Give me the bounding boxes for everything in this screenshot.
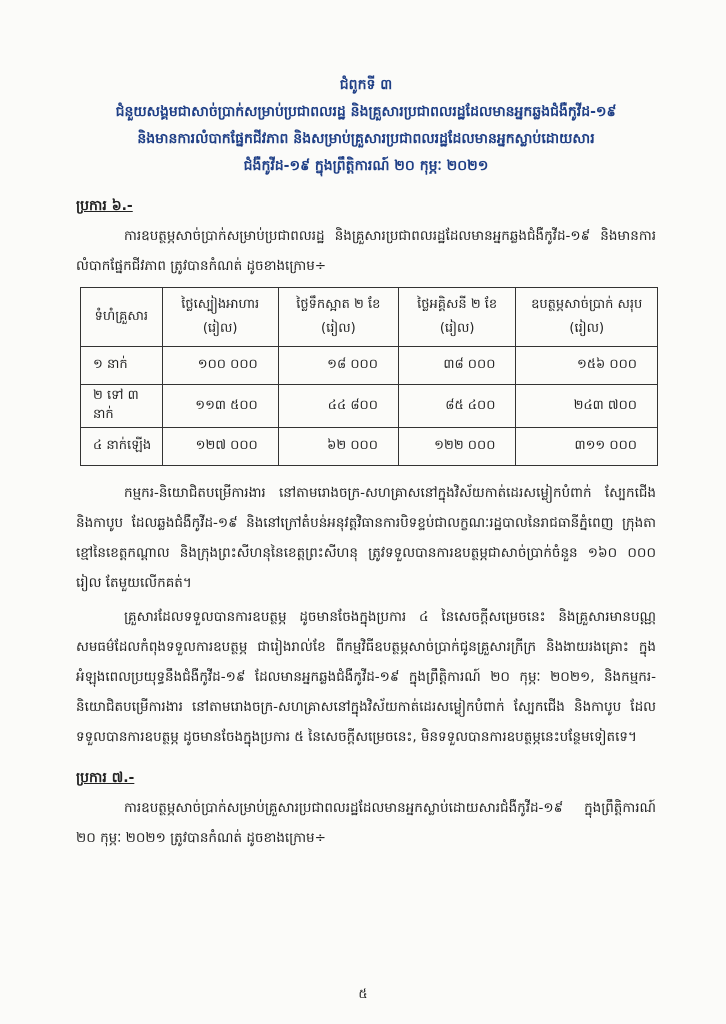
- article-6-title: ប្រការ ៦.-: [76, 198, 133, 214]
- table-cell: ១២២ ០០០: [398, 428, 515, 466]
- table-cell: ៤ នាក់ឡើង: [81, 428, 163, 466]
- chapter-title-line-1: ជំនួយសង្គមជាសាច់ប្រាក់សម្រាប់ប្រជាពលរដ្ឋ និងគ្រួសារប្រជាពលរដ្ឋដែលមានអ្នកឆ្លងជំងឺកូវីដ-១៩: [115, 104, 617, 120]
- table-row: [81, 385, 658, 428]
- table-cell: ៨៥ ៤០០: [398, 385, 515, 428]
- article-6-paragraph-2: កម្មករ-និយោជិតបម្រើការងារ នៅតាមរោងចក្រ-សហគ្រាសនៅក្នុងវិស័យកាត់ដេរសម្លៀកបំពាក់ ស្បែកជើង និងកាបូប ដែលឆ្លងជំងឺកូវីដ-១៩ និងនៅក្រៅតំបន់អនុវត្តវិធានការបិទខ្ទប់ជាលក្ខណៈរដ្ឋបាលនៃរាជធានីភ្នំពេញ ក្រុងតាខ្មៅនៃខេត្តកណ្ដាល និងក្រុងព្រះសីហនុនៃខេត្តព្រះសីហនុ ត្រូវទទួលបានការឧបត្ថម្ភជាសាច់ប្រាក់ចំនួន ១៦០ ០០០ រៀល តែមួយលើកគត់។: [76, 485, 656, 591]
- assistance-table: [80, 287, 658, 466]
- chapter-heading: [76, 72, 656, 180]
- table-row: [81, 428, 658, 466]
- chapter-title-line-3: ជំងឺកូវីដ-១៩ ក្នុងព្រឹត្តិការណ៍ ២០ កុម្ភៈ ២០២១: [243, 158, 489, 174]
- table-row: [81, 347, 658, 385]
- article-6-paragraph-3: គ្រួសារដែលទទួលបានការឧបត្ថម្ភ ដូចមានចែងក្នុងប្រការ ៤ នៃសេចក្ដីសម្រេចនេះ និងគ្រួសារមានបណ្ណសមធម៌ដែលកំពុងទទួលការឧបត្ថម្ភ ជារៀងរាល់ខែ ពីកម្មវិធីឧបត្ថម្ភសាច់ប្រាក់ជូនគ្រួសារក្រីក្រ និងងាយរងគ្រោះ ក្នុងអំឡុងពេលប្រយុទ្ធនឹងជំងឺកូវីដ-១៩ ដែលមានអ្នកឆ្លងជំងឺកូវីដ-១៩ ក្នុងព្រឹត្តិការណ៍ ២០ កុម្ភៈ ២០២១, និងកម្មករ-និយោជិតបម្រើការងារ នៅតាមរោងចក្រ-សហគ្រាសនៅក្នុងវិស័យកាត់ដេរសម្លៀកបំពាក់ ស្បែកជើង និងកាបូប ដែលទទួលបានការឧបត្ថម្ភ ដូចមានចែងក្នុងប្រការ ៥ នៃសេចក្ដីសម្រេចនេះ, មិនទទួលបានការឧបត្ថម្ភនេះបន្ថែមទៀតទេ។: [76, 609, 656, 745]
- col-electricity-cost: ថ្លៃអគ្គិសនី ២ ខែ (រៀល): [398, 288, 515, 347]
- table-header-row: [81, 288, 658, 347]
- article-6-intro: ការឧបត្ថម្ភសាច់ប្រាក់សម្រាប់ប្រជាពលរដ្ឋ និងគ្រួសារប្រជាពលរដ្ឋដែលមានអ្នកឆ្លងជំងឺកូវីដ-១៩ និងមានការលំបាកផ្នែកជីវភាព ត្រូវបានកំណត់ ដូចខាងក្រោម÷: [76, 228, 656, 274]
- table-cell: ១០០ ០០០: [162, 347, 278, 385]
- article-7-title: ប្រការ ៧.-: [76, 770, 135, 786]
- page-number: ៥: [358, 987, 368, 1002]
- col-food-cost: ថ្លៃស្បៀងអាហារ (រៀល): [162, 288, 278, 347]
- table-cell: ១ នាក់: [81, 347, 163, 385]
- chapter-number: ជំពូកទី ៣: [339, 77, 393, 93]
- table-cell: ១៨ ០០០: [278, 347, 398, 385]
- table-cell: ៦២ ០០០: [278, 428, 398, 466]
- col-family-size: ទំហំគ្រួសារ: [81, 288, 163, 347]
- table-cell: ១៥៦ ០០០: [516, 347, 658, 385]
- col-water-cost: ថ្លៃទឹកស្អាត ២ ខែ (រៀល): [278, 288, 398, 347]
- table-cell: ៤៤ ៨០០: [278, 385, 398, 428]
- table-cell: ១១៣ ៥០០: [162, 385, 278, 428]
- chapter-title-line-2: និងមានការលំបាកផ្នែកជីវភាព និងសម្រាប់គ្រួសារប្រជាពលរដ្ឋដែលមានអ្នកស្លាប់ដោយសារ: [137, 131, 595, 147]
- table-cell: ២៤៣ ៧០០: [516, 385, 658, 428]
- table-cell: ១២៧ ០០០: [162, 428, 278, 466]
- col-total-assistance: ឧបត្ថម្ភសាច់ប្រាក់ សរុប (រៀល): [516, 288, 658, 347]
- table-cell: ៣៨ ០០០: [398, 347, 515, 385]
- table-cell: ៣១១ ០០០: [516, 428, 658, 466]
- table-cell: ២ ទៅ ៣ នាក់: [81, 385, 163, 428]
- article-7-intro: ការឧបត្ថម្ភសាច់ប្រាក់សម្រាប់គ្រួសារប្រជាពលរដ្ឋដែលមានអ្នកស្លាប់ដោយសារជំងឺកូវីដ-១៩ ក្នុងព្រឹត្តិការណ៍ ២០ កុម្ភៈ ២០២១ ត្រូវបានកំណត់ ដូចខាងក្រោម÷: [76, 800, 656, 846]
